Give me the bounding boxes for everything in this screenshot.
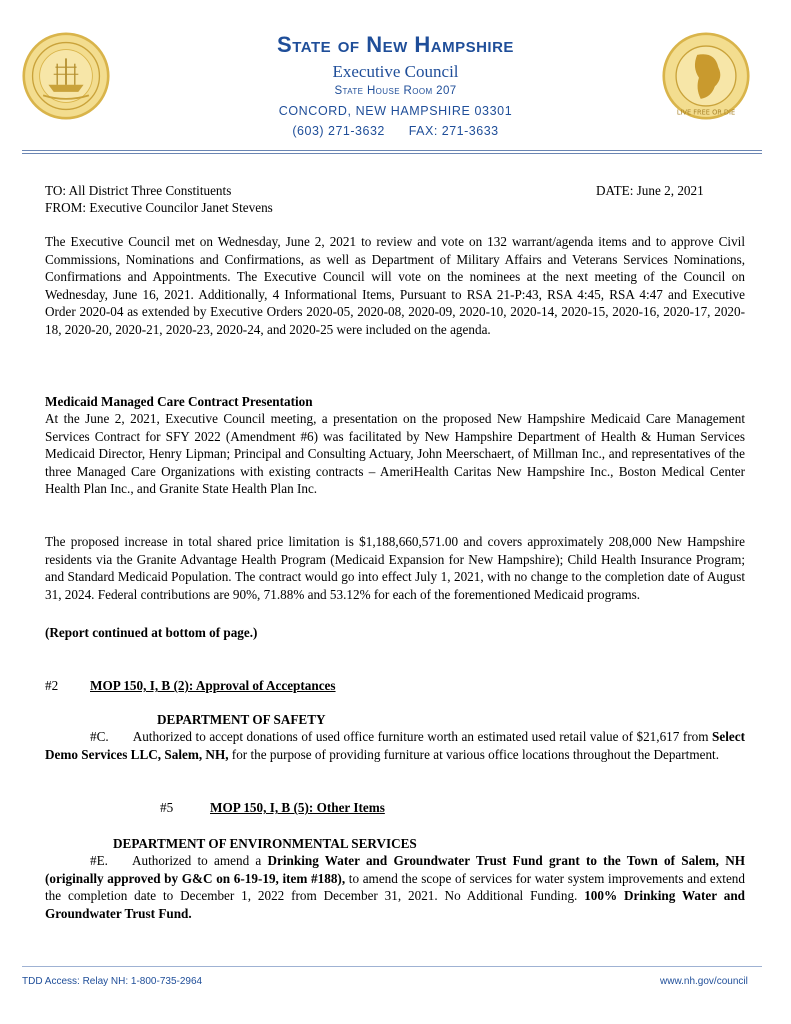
item2-text-a: Authorized to accept donations of used office furniture worth an estimated used retail value of $21,617 from <box>132 729 713 744</box>
item2-body <box>45 728 745 763</box>
fax-number: FAX: 271-3633 <box>408 124 499 138</box>
letterhead-contact <box>0 124 791 138</box>
item2-text-b: Select Demo Services LLC, Salem, NH, <box>45 729 745 762</box>
footer-website: www.nh.gov/council <box>660 976 748 987</box>
item5-text-d: 100% Drinking Water and Groundwater Trust Fund. <box>45 888 745 921</box>
header-divider <box>22 150 762 151</box>
item5-text-a: Authorized to amend a <box>131 853 268 868</box>
memo-from: FROM: Executive Councilor Janet Stevens <box>45 200 273 215</box>
medicaid-paragraph-1: At the June 2, 2021, Executive Council meeting, a presentation on the proposed New Hampshire Medicaid Care Management Services Contract for SFY 2022 (Amendment #6) was facilitated by New Hampshire Department of Health & Human Services Medicaid Director, Henry Lipman; Principal and Consulting Actuary, John Meerschaert, of Millman Inc., and representatives of the three Managed Care Organizations with existing contracts – AmeriHealth Caritas New Hampshire Inc., Boston Medical Center Health Plan Inc., and Granite State Health Plan Inc. <box>45 411 745 496</box>
footer-tdd: TDD Access: Relay NH: 1-800-735-2964 <box>22 976 203 987</box>
phone-number: (603) 271-3632 <box>292 124 385 138</box>
intro-paragraph: The Executive Council met on Wednesday, June 2, 2021 to review and vote on 132 warrant/agenda items and to approve Civil Commissions, Nominations and Confirmations, as well as Department of Military Affairs and Veterans Services Nominations, Confirmations and Appointments. The Executive Council will vote on the nominees at the next meeting of the Council on Wednesday, June 16, 2021. Additionally, 4 Informational Items, Pursuant to RSA 21-P:43, RSA 4:45, RSA 4:47 and Executive Order 2020-04 as extended by Executive Orders 2020-05, 2020-08, 2020-09, 2020-10, 2020-14, 2020-15, 2020-16, 2020-17, 2020-18, 2020-20, 2020-21, 2020-23, 2020-24, and 2020-25 were included on the agenda. <box>45 234 745 337</box>
letterhead-title: State of New Hampshire <box>277 32 514 57</box>
medicaid-heading: Medicaid Managed Care Contract Presentation <box>45 394 313 409</box>
medicaid-paragraph-2: The proposed increase in total shared price limitation is $1,188,660,571.00 and covers approximately 208,000 New Hampshire residents via the Granite Advantage Health Program (Medicaid Expansion for New Hampshire); Child Health Insurance Program; and Standard Medicaid Population. The contract would go into effect July 1, 2021, with no change to the completion date of August 31, 2024. Federal contributions are 90%, 71.88% and 53.12% for each of the forementioned Medicaid programs. <box>45 534 745 602</box>
item2-text-c: for the purpose of providing furniture at various office locations throughout the Department. <box>228 746 719 762</box>
memo-date: DATE: June 2, 2021 <box>596 183 704 198</box>
item5-letter: #E. <box>90 853 108 868</box>
header-divider-second <box>22 153 762 154</box>
memo-to: TO: All District Three Constituents <box>45 183 232 198</box>
footer-divider <box>22 966 762 967</box>
item2-department: DEPARTMENT OF SAFETY <box>157 712 326 727</box>
letterhead-council: Executive Council <box>332 62 459 81</box>
item5-number: #5 <box>160 800 174 815</box>
item2-letter: #C. <box>90 729 109 744</box>
item5-body <box>45 852 745 922</box>
item5-text-c: to amend the scope of services for water system improvements and extend the completion date to December 1, 2022 from December 31, 2021. No Additional Funding. <box>45 870 745 903</box>
item2-title: MOP 150, I, B (2): Approval of Acceptances <box>90 678 336 693</box>
item5-title: MOP 150, I, B (5): Other Items <box>210 800 385 815</box>
item2-number: #2 <box>45 678 59 693</box>
report-continued-note: (Report continued at bottom of page.) <box>45 625 258 640</box>
motto-text: LIVE FREE OR DIE <box>676 108 736 117</box>
letterhead-city: CONCORD, NEW HAMPSHIRE 03301 <box>278 104 513 118</box>
letterhead-room: State House Room 207 <box>334 85 457 97</box>
item5-text-b: Drinking Water and Groundwater Trust Fund grant to the Town of Salem, NH (originally approved by G&C on 6-19-19, item #188), <box>45 853 746 886</box>
item5-department: DEPARTMENT OF ENVIRONMENTAL SERVICES <box>113 836 417 851</box>
